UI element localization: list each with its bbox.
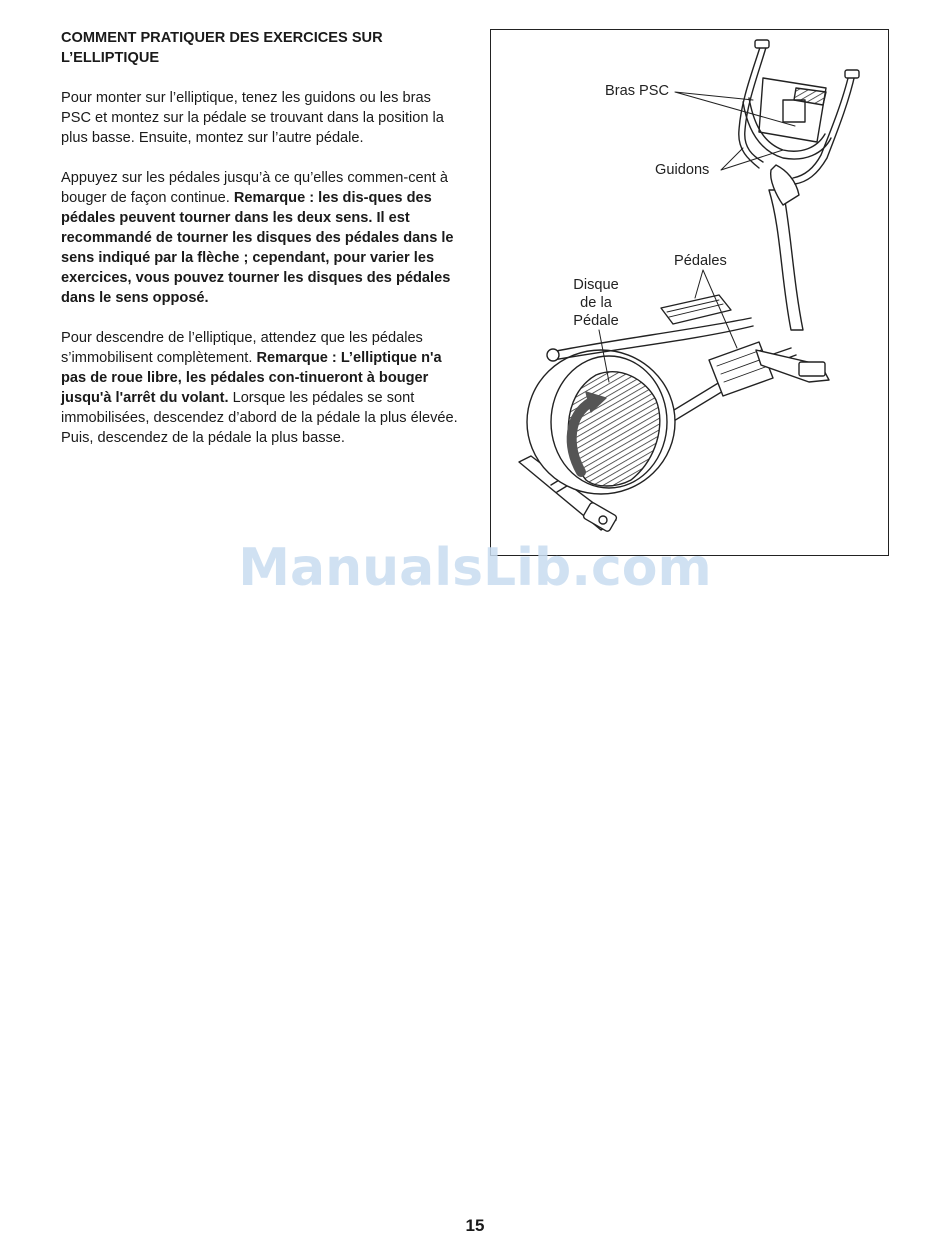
paragraph-dismounting-text: Pour descendre de l’elliptique, attendez que les pédales s’immobilisent complètement.: [61, 330, 423, 366]
label-bras-psc: Bras PSC: [605, 83, 670, 99]
watermark: ManualsLib.com: [238, 538, 712, 598]
label-disque-line-2: de la: [580, 295, 612, 311]
upright-column: [769, 190, 803, 330]
paragraph-dismounting: [61, 328, 463, 448]
page-number: 15: [465, 1216, 485, 1235]
paragraph-pedaling: [61, 168, 463, 308]
instructions-column: [61, 28, 463, 468]
elliptical-figure: [490, 29, 889, 556]
label-disque-line-3: Pédale: [573, 313, 619, 329]
label-disque: [559, 276, 633, 330]
label-guidons: Guidons: [655, 162, 710, 178]
pedal-right: [709, 342, 773, 396]
elliptical-illustration: [491, 30, 890, 557]
heading-line-1: COMMENT PRATIQUER DES EXERCICES SUR: [61, 30, 383, 46]
heading-line-2: L’ELLIPTIQUE: [61, 50, 160, 66]
paragraph-mounting: [61, 88, 463, 148]
paragraph-mounting-text: Pour monter sur l’elliptique, tenez les guidons ou les bras PSC et montez sur la pédale se trouvant dans la position la plus basse. Ensuite, montez sur l’autre pédale.: [61, 90, 444, 146]
label-pedales: Pédales: [674, 253, 727, 269]
paragraph-dismounting-note: Remarque : L’elliptique n'a pas de roue libre, les pédales con-tinueront à bouger jusqu'à l'arrêt du volant.: [61, 350, 442, 406]
label-disque-line-1: Disque: [573, 277, 619, 293]
paragraph-pedaling-note: Remarque : les dis-ques des pédales peuvent tourner dans les deux sens. Il est recommandé de tourner les disques des pédales dans le sens indiqué par la flèche ; cependant, pour varier les exercices, vous pouvez tourner les disques des pédales dans le sens opposé.: [61, 190, 454, 306]
section-heading: [61, 28, 463, 68]
paragraph-dismounting-text-after: Lorsque les pédales se sont immobilisées, descendez d’abord de la pédale la plus élevée. Puis, descendez de la pédale la plus basse.: [61, 390, 458, 446]
paragraph-pedaling-text: Appuyez sur les pédales jusqu’à ce qu’elles commen-cent à bouger de façon continue.: [61, 170, 448, 206]
